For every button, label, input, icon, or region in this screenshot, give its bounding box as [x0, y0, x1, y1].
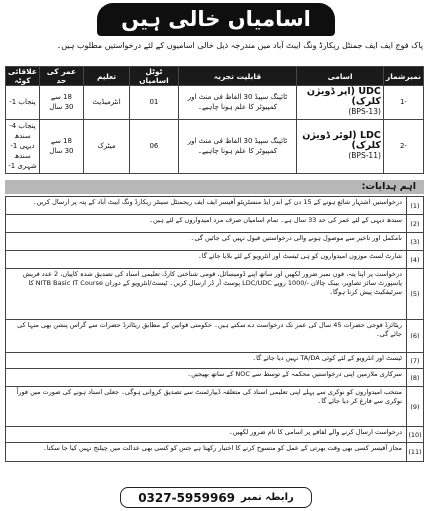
education: میٹرک	[83, 119, 129, 173]
instruction-text: درخواست پر اپنا پتہ، فون نمبر ضرور لکھیں اور ساتھ اپنے ڈومیسائل، قومی شناختی کارڈ، تعلیمی اسناد کی تصدیق شدہ کاپیاں، 2 عدد فریش پاسپورٹ سائز تصاویر، بینک چالان -/1000 روپے LDC/UDC پوسٹ آر ڈر ارسال کریں۔ ٹیسٹ/انٹرویو کے دوران NITB Basic IT Course کا سرٹیفکیٹ پیش کرنا ہوگا۔	[22, 270, 402, 296]
age-limit-cell	[39, 119, 83, 173]
intro-text: پاک فوج ایف ایف جمنٹل ریکارڈ ونگ ایبٹ آباد میں مندرجہ ذیل خالی اسامیوں کے لئے درخواستیں مطلوب ہیں۔	[56, 41, 423, 50]
instruction-text: ٹیسٹ اور انٹرویو کے لئے کوئی TA/DA نہیں دیا جائے گا۔	[252, 354, 402, 362]
instruction-item	[5, 251, 424, 269]
col-total-header: ٹوٹل اسامیاں	[130, 67, 178, 86]
col-experience-header: قابلیت تجربہ	[178, 67, 297, 86]
instruction-item	[5, 269, 424, 320]
vacancies-table	[5, 66, 424, 174]
total-posts: 01	[130, 86, 178, 120]
total-posts: 06	[130, 119, 178, 173]
instruction-text: شارٹ لسٹ موزوں امیدواروں کو ہی ٹیسٹ اور انٹرویو کے لئے بلایا جائے گا۔	[197, 252, 402, 260]
quota-cell	[6, 86, 40, 120]
age-line: 18 سے	[50, 93, 72, 102]
quota-line: پنجاب 4-	[9, 122, 36, 131]
instruction-text: مجاز آفیسر کسی بھی وقت بھرتی کے عمل کو منسوخ کرنے کا اختیار رکھتا ہے جس کو کسی بھی عدالت میں چیلنج نہیں کیا جا سکتا۔	[42, 444, 402, 452]
table-row	[6, 119, 424, 173]
instruction-item	[5, 443, 424, 462]
post-cell	[297, 119, 384, 173]
instruction-item	[5, 369, 424, 387]
experience-cell	[178, 86, 297, 120]
col-serial-header: نمبرشمار	[383, 67, 423, 86]
instruction-item	[5, 427, 424, 443]
post-bps: (BPS-11)	[348, 151, 381, 161]
instruction-number: (5)	[406, 269, 423, 319]
table-row	[6, 86, 424, 120]
experience-cell	[178, 119, 297, 173]
instructions-heading-label: اہم ہدایات:	[361, 181, 416, 192]
quota-line: سندھ شہری 1-	[8, 152, 37, 171]
instruction-number: (11)	[406, 443, 423, 461]
instruction-item	[5, 215, 424, 233]
col-education-header: تعلیم	[83, 67, 129, 86]
instruction-item	[5, 353, 424, 369]
post-bps: (BPS-13)	[348, 107, 381, 117]
age-line: 18 سے	[50, 137, 72, 146]
quota-line: پنجاب 1-	[9, 98, 36, 107]
experience-line: کمپیوٹر کا علم ہونا چاہیے۔	[197, 103, 278, 112]
post-name: LDC (لوئر ڈویژن کلرک)	[302, 130, 381, 152]
row-serial: -1	[383, 86, 423, 120]
instruction-number: (1)	[406, 197, 423, 214]
quota-cell	[6, 119, 40, 173]
experience-line: ٹائپنگ سپیڈ 30 الفاظ فی منٹ اور	[187, 137, 288, 146]
instruction-text: منتخب امیدواروں کو نوکری سے پہلے اپنی تعلیمی اسناد کی متعلقہ ڈیپارٹمنٹ سے تصدیق کروانی ہوگی۔ جعلی اسناد ہونے کی صورت میں فوراً نوکری سے فارغ کر دیا جائے گا۔	[16, 388, 402, 405]
instruction-number: (4)	[406, 251, 423, 268]
instruction-number: (9)	[406, 387, 423, 426]
education: انٹرمیڈیٹ	[83, 86, 129, 120]
contact-label: رابطہ نمبر	[241, 492, 294, 503]
instruction-number: (6)	[406, 320, 423, 352]
instructions-heading	[5, 180, 424, 194]
instruction-number: (10)	[406, 427, 423, 442]
instruction-text: ریٹائرڈ فوجی حضرات 45 سال کی عمر تک درخواست دے سکتے ہیں۔ حکومتی قوانین کے مطابق ریٹائرڈ حضرات سے گراس پنشن بھی منہا کی جائے گی۔	[17, 321, 402, 338]
experience-line: ٹائپنگ سپیڈ 30 الفاظ فی منٹ اور	[187, 93, 288, 102]
vacancies-banner: اسامیاں خالی ہیں	[97, 3, 335, 36]
instruction-text: سرکاری ملازمین اپنی درخواستیں محکمہ کے توسط سے NOC کے ساتھ بھیجیں۔	[187, 370, 402, 378]
instruction-item	[5, 196, 424, 215]
contact-box	[120, 487, 312, 508]
instruction-item	[5, 320, 424, 353]
experience-line: کمپیوٹر کا علم ہونا چاہیے۔	[197, 147, 278, 156]
instruction-text: سندھ دیہی کے لئے عمر کی حد 33 سال ہے۔ تمام اسامیاں صرف مرد امیدواروں کے لئے ہیں۔	[149, 216, 402, 224]
instruction-number: (8)	[406, 369, 423, 386]
age-limit-cell	[39, 86, 83, 120]
instruction-number: (3)	[406, 233, 423, 250]
age-line: 30 سال	[49, 147, 74, 156]
instruction-item	[5, 233, 424, 251]
post-name: UDC (اپر ڈویژن کلرک)	[306, 86, 381, 108]
instruction-text: درخواستیں اشتہار شائع ہونے کے 15 دن کے اندر ایڈ منسٹریٹو آفیسر ایف ایف ریجمنٹل سینٹر ریکارڈ ونگ ایبٹ آباد کے پتہ پر ارسال کریں۔	[32, 198, 402, 206]
contact-phone[interactable]: 0327-5959969	[138, 490, 236, 505]
row-serial: -2	[383, 119, 423, 173]
col-post-header: اسامی	[297, 67, 384, 86]
instruction-text: درخواست ارسال کرنے والے لفافے پر اسامی کا نام ضرور لکھیں۔	[228, 428, 402, 436]
col-age-header: عمر کی حد	[39, 67, 83, 86]
quota-line: سندھ دیہی 1-	[10, 132, 35, 151]
instruction-number: (7)	[406, 353, 423, 368]
post-cell	[297, 86, 384, 120]
instructions-list	[5, 196, 424, 462]
instruction-number: (2)	[406, 215, 423, 232]
instruction-item	[5, 387, 424, 427]
col-quota-header: علاقائی کوٹہ	[6, 67, 40, 86]
instruction-text: نامکمل اور تاخیر سے موصول ہونے والی درخواستیں قبول نہیں کی جائیں گی۔	[190, 234, 402, 242]
age-line: 30 سال	[49, 103, 74, 112]
table-header-row	[6, 67, 424, 86]
